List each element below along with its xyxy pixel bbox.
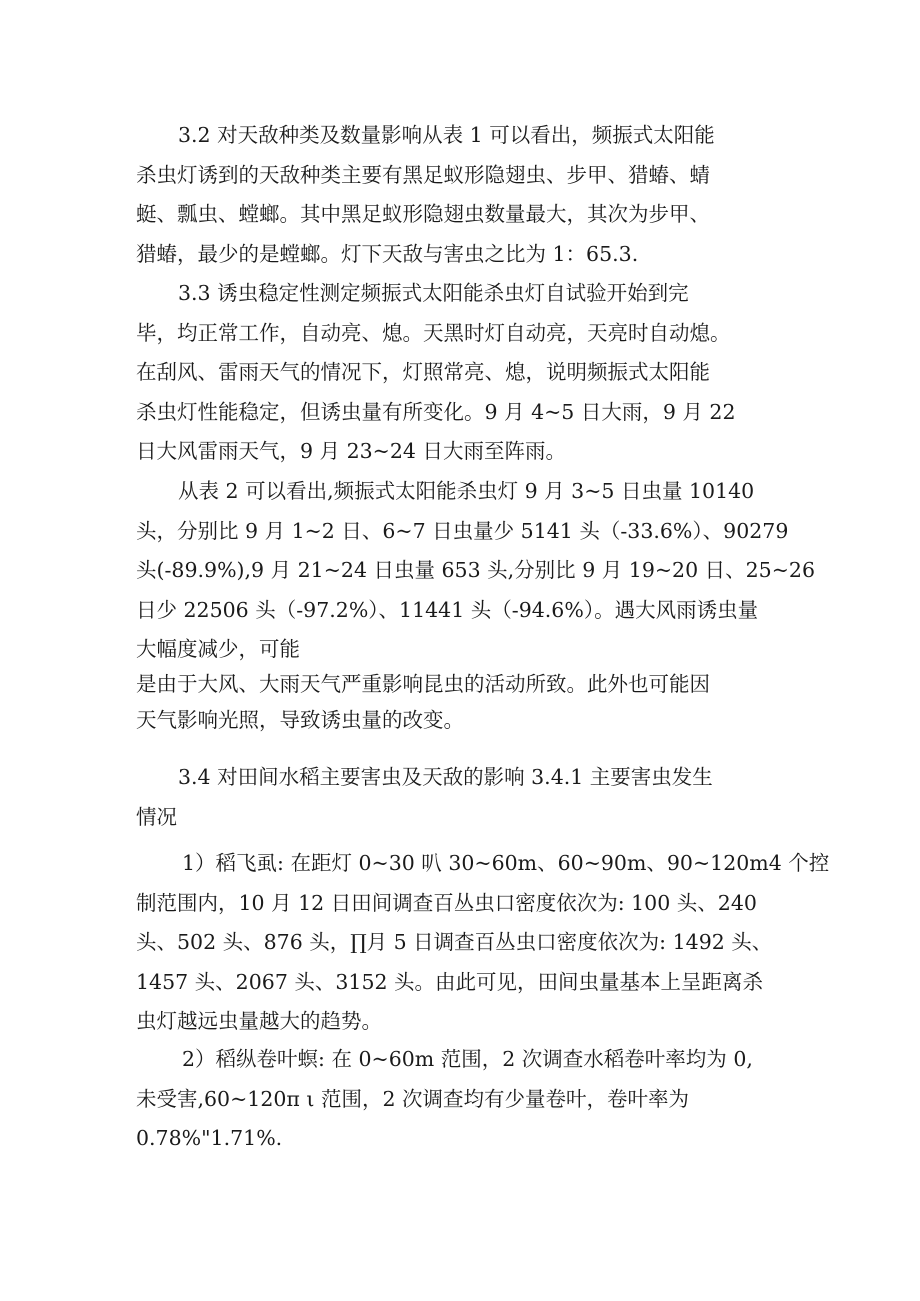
text-line: 2）稻纵卷叶螟: 在 0~60m 范围，2 次调查水稻卷叶率均为 0, [182, 1047, 753, 1071]
text-line: 日大风雷雨天气，9 月 23~24 日大雨至阵雨。 [136, 439, 566, 463]
text-line: 未受害,60~120π ι 范围，2 次调查均有少量卷叶，卷叶率为 [136, 1086, 690, 1111]
text-line: 3.2 对天敌种类及数量影响从表 1 可以看出，频振式太阳能 [178, 123, 715, 147]
text-line: 日少 22506 头（-97.2%）、11441 头（-94.6%）。遇大风雨诱虫量 [136, 597, 759, 622]
text-line: 3.3 诱虫稳定性测定频振式太阳能杀虫灯自试验开始到完 [178, 281, 689, 305]
paragraph-3-3 [136, 274, 796, 472]
text-line: 猎蝽，最少的是螳螂。灯下天敌与害虫之比为 1：65.3. [136, 241, 639, 266]
text-line: 是由于大风、大雨天气严重影响昆虫的活动所致。此外也可能因 [136, 672, 710, 696]
paragraph-cause [136, 666, 796, 738]
text-line: 从表 2 可以看出,频振式太阳能杀虫灯 9 月 3~5 日虫量 10140 [178, 479, 755, 503]
text-line: 0.78%"1.71%. [136, 1126, 283, 1150]
text-line: 杀虫灯性能稳定，但诱虫量有所变化。9 月 4~5 日大雨，9 月 22 [136, 399, 736, 424]
text-line: 杀虫灯诱到的天敌种类主要有黑足蚁形隐翅虫、步甲、猎蝽、蜻 [136, 162, 710, 187]
paragraph-table-2 [136, 472, 815, 670]
paragraph-3-4 [136, 758, 796, 837]
text-line: 头，分别比 9 月 1~2 日、6~7 日虫量少 5141 头（-33.6%）、90279 [136, 518, 789, 543]
text-line: 蜓、瓢虫、螳螂。其中黑足蚁形隐翅虫数量最大，其次为步甲、 [136, 202, 710, 226]
text-line: 3.4 对田间水稻主要害虫及天敌的影响 3.4.1 主要害虫发生 [178, 765, 713, 789]
text-line: 头、502 头、876 头，∏月 5 日调查百丛虫口密度依次为: 1492 头、 [136, 930, 773, 954]
text-line: 天气影响光照，导致诱虫量的改变。 [136, 708, 464, 732]
text-line: 大幅度减少，可能 [136, 637, 300, 661]
paragraph-rice-planthopper [136, 844, 830, 1042]
text-line: 情况 [136, 804, 177, 829]
paragraph-3-2 [136, 116, 796, 274]
text-line: 虫灯越远虫量越大的趋势。 [136, 1009, 382, 1033]
paragraph-leaf-roller [136, 1040, 796, 1159]
text-line: 制范围内，10 月 12 日田间调查百丛虫口密度依次为: 100 头、240 [136, 890, 757, 915]
text-line: 毕，均正常工作，自动亮、熄。天黑时灯自动亮，天亮时自动熄。 [136, 320, 731, 345]
text-line: 在刮风、雷雨天气的情况下，灯照常亮、熄，说明频振式太阳能 [136, 360, 710, 384]
text-line: 1）稻飞虱: 在距灯 0~30 叭 30~60m、60~90m、90~120m4 个控 [182, 851, 830, 875]
text-line: 头(-89.9%),9 月 21~24 日虫量 653 头,分别比 9 月 19~20 日、25~26 [136, 558, 815, 582]
text-line: 1457 头、2067 头、3152 头。由此可见，田间虫量基本上呈距离杀 [136, 969, 764, 994]
